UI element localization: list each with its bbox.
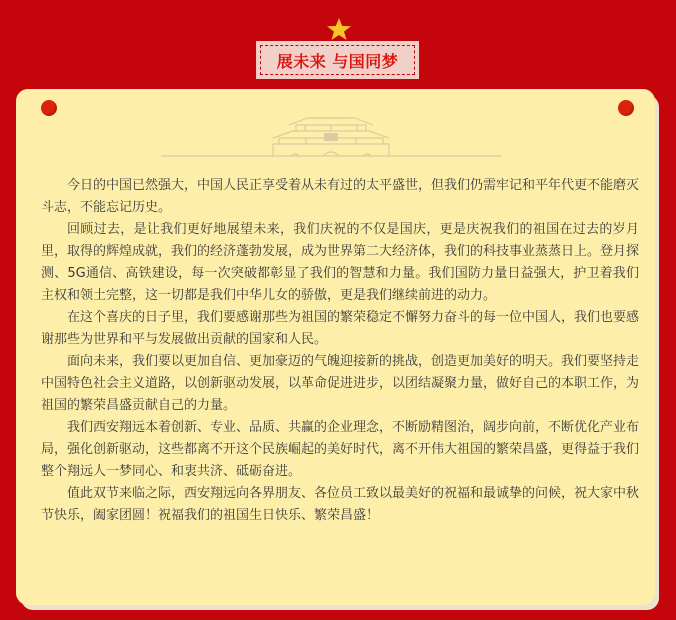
paragraph: 今日的中国已然强大，中国人民正享受着从未有过的太平盛世，但我们仍需牢记和平年代更不能磨灭斗志，不能忘记历史。	[41, 178, 640, 215]
pushpin-left-icon	[41, 100, 57, 116]
paragraph: 回顾过去，是让我们更好地展望未来，我们庆祝的不仅是国庆，更是庆祝我们的祖国在过去的岁月里，取得的辉煌成就，我们的经济蓬勃发展，成为世界第二大经济体，我们的科技事业蒸蒸日上。登月探测、5G通信、高铁建设，每一次突破都彰显了我们的智慧和力量。我们国防力量日益强大，护卫着我们主权和领土完整，这一切都是我们中华儿女的骄傲，更是我们继续前进的动力。	[41, 222, 640, 303]
paragraph: 我们西安翔远本着创新、专业、品质、共赢的企业理念，不断励精图治，阔步向前，不断优化产业布局，强化创新驱动，这些都离不开这个民族崛起的美好时代，离不开伟大祖国的繁荣昌盛，更得益于我们整个翔远人一梦同心、和衷共济、砥砺奋进。	[41, 420, 640, 479]
article-body	[41, 175, 639, 527]
star-icon	[325, 17, 353, 41]
tiananmen-gate-icon	[161, 111, 501, 161]
content-card	[16, 89, 655, 605]
page-title: 展未来 与国同梦	[260, 45, 415, 75]
title-banner	[256, 41, 419, 79]
paragraph: 在这个喜庆的日子里，我们要感谢那些为祖国的繁荣稳定不懈努力奋斗的每一位中国人，我们也要感谢那些为世界和平与发展做出贡献的国家和人民。	[41, 310, 640, 347]
pushpin-right-icon	[618, 100, 634, 116]
paragraph: 面向未来，我们要以更加自信、更加豪迈的气魄迎接新的挑战，创造更加美好的明天。我们要坚持走中国特色社会主义道路，以创新驱动发展，以革命促进进步，以团结凝聚力量，做好自己的本职工作，为祖国的繁荣昌盛贡献自己的力量。	[41, 354, 640, 413]
paragraph: 值此双节来临之际，西安翔远向各界朋友、各位员工致以最美好的祝福和最诚挚的问候，祝大家中秋节快乐，阖家团圆！祝福我们的祖国生日快乐、繁荣昌盛！	[41, 486, 640, 523]
